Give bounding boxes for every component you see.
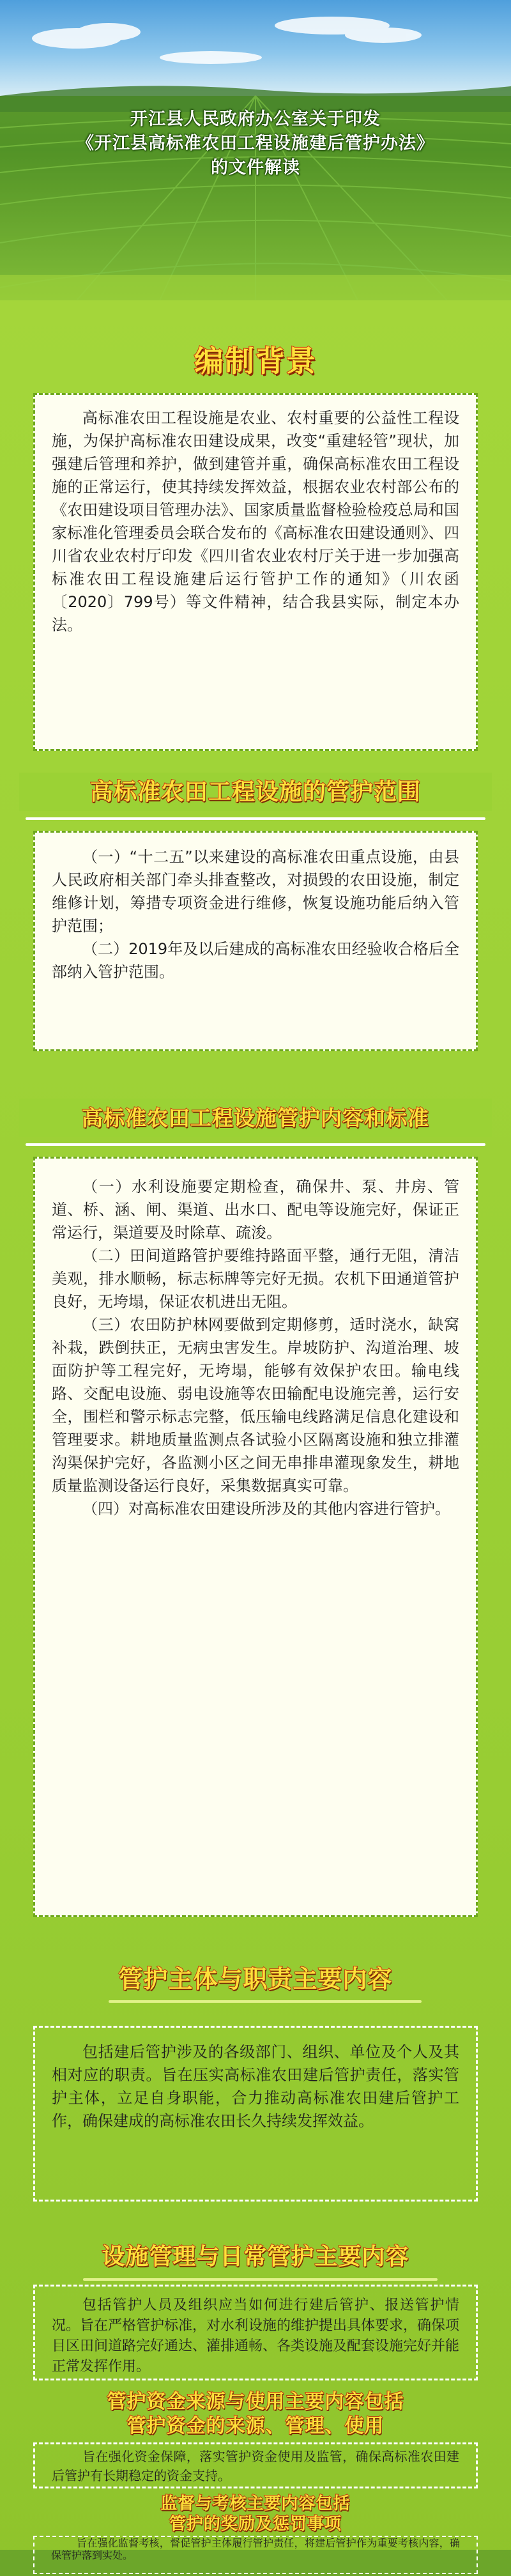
scope-heading-band <box>0 764 511 819</box>
subject-heading: 管护主体与职责主要内容 <box>118 1965 393 1993</box>
daily-heading: 设施管理与日常管护主要内容 <box>102 2244 409 2270</box>
funds-heading-line-2: 管护资金的来源、管理、使用 <box>126 2415 385 2437</box>
hero-banner <box>0 0 511 300</box>
scope-paragraph-2: （二）2019年及以后建成的高标准农田经验收合格后全部纳入管护范围。 <box>52 940 459 981</box>
scope-paragraph-1: （一）“十二五”以来建设的高标准农田重点设施，由县人民政府相关部门牵头排查整改，对损毁的农田设施，制定维修计划，筹措专项资金进行维修，恢复设施功能后纳入管护范围； <box>52 848 459 935</box>
footer-band <box>0 2550 511 2576</box>
subject-divider <box>109 2000 422 2003</box>
background-paragraph: 高标准农田工程设施是农业、农村重要的公益性工程设施，为保护高标准农田建设成果，改变“重建轻管”现状，加强建后管理和养护，做到建管并重，确保高标准农田工程设施的正常运行，使其持续发挥效益，根据农业农村部公布的《农田建设项目管理办法》、国家质量监督检验检疫总局和国家标准化管理委员会联合发布的《高标准农田建设通则》、四川省农业农村厅印发《四川省农业农村厅关于进一步加强高标准农田工程设施建后运行管护工作的通知》（川农函〔2020〕799号）等文件精神，结合我县实际，制定本办法。 <box>52 409 459 634</box>
supervision-heading-line-1: 监督与考核主要内容包括 <box>160 2494 351 2513</box>
background-heading: 编制背景 <box>194 344 317 378</box>
daily-paragraph: 包括管护人员及组织应当如何进行建后管护、报送管护情况。旨在严格管护标准，对水利设施的维护提出具体要求，确保项目区田间道路完好通达、灌排通畅、各类设施及配套设施完好并能正常发挥作用。 <box>52 2297 460 2375</box>
daily-divider <box>83 2278 438 2281</box>
scope-box <box>33 831 478 1051</box>
funds-heading-line-1: 管护资金来源与使用主要内容包括 <box>107 2391 404 2413</box>
scope-divider <box>26 817 485 820</box>
content-heading-band <box>0 1090 511 1145</box>
content-paragraph-1: （一）水利设施要定期检查，确保井、泵、井房、管道、桥、涵、闸、渠道、出水口、配电等设施完好，保证正常运行，渠道要及时除草、疏浚。 <box>52 1178 459 1242</box>
content-box <box>33 1157 478 1917</box>
hero-title-line-3: 的文件解读 <box>211 158 300 178</box>
content-paragraph-4: （四）对高标准农田建设所涉及的其他内容进行管护。 <box>82 1500 450 1518</box>
supervision-heading-line-2: 管护的奖励及惩罚事项 <box>169 2515 342 2534</box>
hero-title-line-2: 《开江县高标准农田工程设施建后管护办法》 <box>77 134 434 153</box>
daily-heading-band <box>0 2233 511 2288</box>
content-divider <box>26 1143 485 1146</box>
supervision-paragraph: 旨在强化监督考核，督促管护主体履行管护责任，将建后管护作为重要考核内容，确保管护落到实处。 <box>51 2537 460 2561</box>
subject-paragraph: 包括建后管护涉及的各级部门、组织、单位及个人及其相对应的职责。旨在压实高标准农田建后管护责任，落实管护主体，立足自身职能，合力推动高标准农田建后管护工作，确保建成的高标准农田长久持续发挥效益。 <box>52 2043 459 2130</box>
subject-box <box>33 2026 478 2202</box>
content-heading: 高标准农田工程设施管护内容和标准 <box>82 1106 429 1130</box>
content-paragraph-3: （三）农田防护林网要做到定期修剪，适时浇水，缺窝补栽，跌倒扶正，无病虫害发生。岸坡防护、沟道治理、坡面防护等工程完好，无垮塌，能够有效保护农田。输电线路、交配电设施、弱电设施等农田输配电设施完善，运行安全，围栏和警示标志完整，低压输电线路满足信息化建设和管理要求。耕地质量监测点各试验小区隔离设施和独立排灌沟渠保护完好，各监测小区之间无串排串灌现象发生，耕地质量监测设备运行良好，采集数据真实可靠。 <box>52 1316 459 1495</box>
content-paragraph-2: （二）田间道路管护要维持路面平整，通行无阻，清洁美观，排水顺畅，标志标牌等完好无损。农机下田通道管护良好，无垮塌，保证农机进出无阻。 <box>52 1247 459 1311</box>
subject-heading-band <box>0 1955 511 2010</box>
hero-title-line-1: 开江县人民政府办公室关于印发 <box>130 109 381 129</box>
funds-paragraph: 旨在强化资金保障，落实管护资金使用及监管，确保高标准农田建后管护有长期稳定的资金支持。 <box>52 2449 459 2483</box>
scope-heading: 高标准农田工程设施的管护范围 <box>89 779 421 805</box>
hero-title <box>0 107 511 180</box>
background-box <box>33 393 478 751</box>
